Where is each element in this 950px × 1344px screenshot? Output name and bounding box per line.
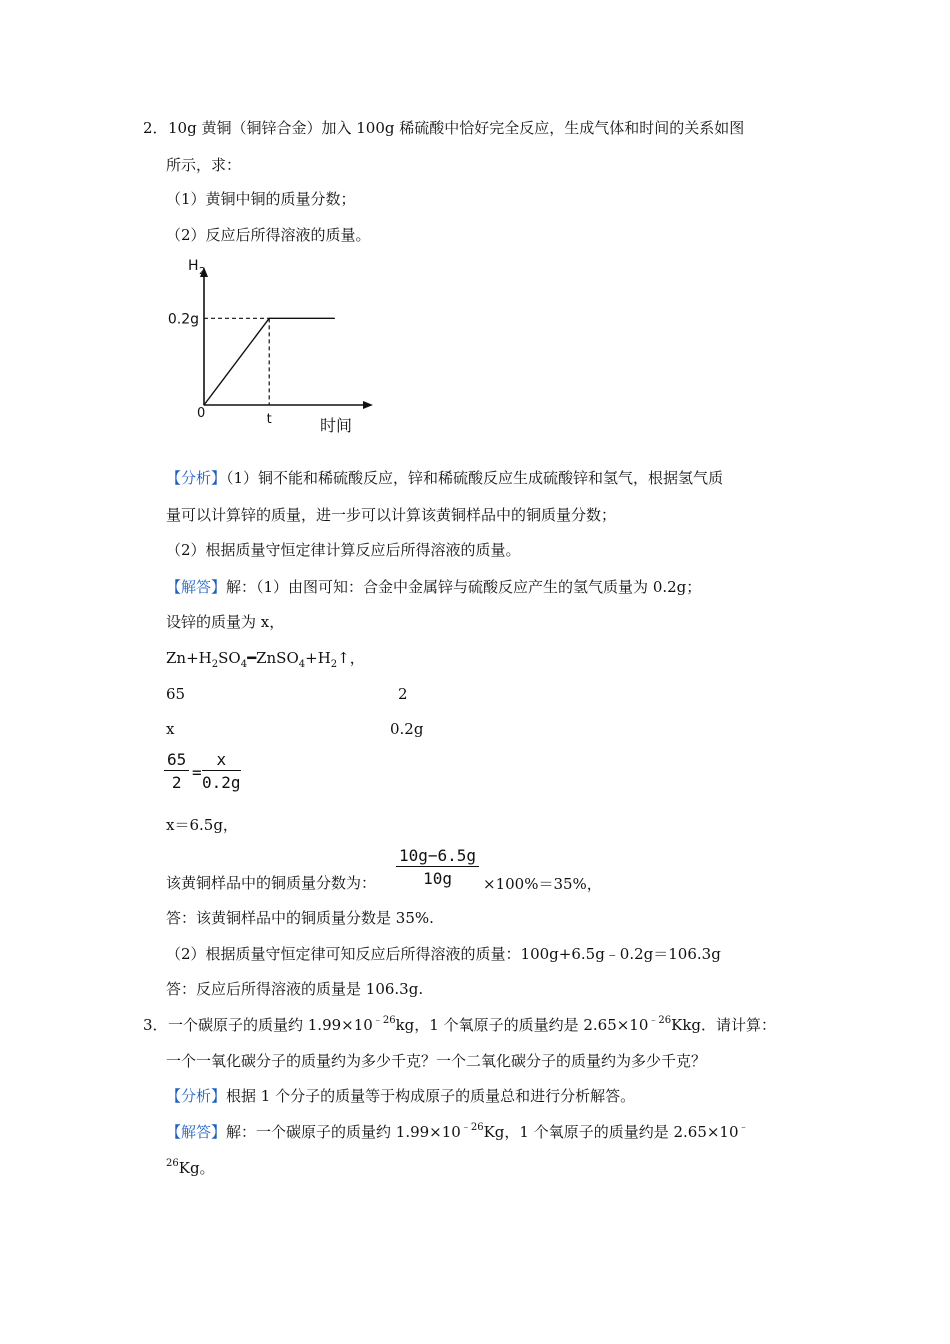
exponent: ﹣ (738, 1122, 749, 1133)
q3-number: 3． (143, 1016, 168, 1034)
exponent: 26 (166, 1158, 179, 1169)
pct-rest: ×100%＝35%， (483, 875, 602, 893)
q3-answer (166, 1122, 749, 1142)
fraction-denominator: 10g (423, 869, 452, 888)
answer-1: 答：该黄铜样品中的铜质量分数是 35%. (166, 909, 434, 927)
q2-analysis-line-3: （2）根据质量守恒定律计算反应后所得溶液的质量。 (166, 541, 521, 559)
x-result: x＝6.5g， (166, 816, 238, 834)
fraction-numerator: 65 (164, 750, 189, 771)
answer-2: 答：反应后所得溶液的质量是 106.3g. (166, 980, 424, 998)
y-axis-label-subscript: 2 (199, 266, 206, 277)
eq-part: SO (218, 649, 241, 667)
answer-tag: 【解答】 (166, 1123, 227, 1141)
eq-part: ━ZnSO (247, 649, 299, 667)
proportion-left-fraction (164, 750, 189, 792)
analysis-text: 根据 1 个分子的质量等于构成原子的质量总和进行分析解答。 (226, 1087, 636, 1105)
answer-part: 解：一个碳原子的质量约 1.99×10 (226, 1123, 461, 1141)
fraction-denominator: 2 (171, 773, 182, 792)
q3-stem-line-2: 一个一氧化碳分子的质量约为多少千克？一个二氧化碳分子的质量约为多少千克？ (166, 1052, 707, 1070)
x-axis-arrow (363, 401, 373, 409)
q3-stem (168, 1015, 776, 1035)
exponent: ﹣26 (648, 1015, 672, 1026)
fraction-denominator: 0.2g (202, 773, 241, 792)
q2-sub-question-1: （1）黄铜中铜的质量分数； (166, 190, 356, 208)
q2-analysis-line-2: 量可以计算锌的质量，进一步可以计算该黄铜样品中的铜质量分数； (166, 506, 617, 524)
ratio-row-1-right: 2 (398, 685, 408, 703)
ratio-row-2-left: x (166, 720, 175, 738)
eq-subscript: 4 (298, 659, 306, 670)
q2-stem-cont: 所示，求： (166, 156, 242, 174)
h2-time-chart (160, 250, 380, 440)
answer-part: Kg，1 个氧原子的质量约是 2.65×10 (483, 1123, 739, 1141)
ratio-row-1-left: 65 (166, 685, 186, 703)
proportion-right-fraction (202, 750, 241, 792)
fraction-numerator: 10g−6.5g (396, 846, 479, 867)
q2-sub-question-2: （2）反应后所得溶液的质量。 (166, 226, 371, 244)
q2-stem: 10g 黄铜（铜锌合金）加入 100g 稀硫酸中恰好完全反应，生成气体和时间的关系如图 (168, 119, 745, 137)
pct-fraction (396, 846, 479, 888)
pct-label: 该黄铜样品中的铜质量分数为： (166, 874, 377, 892)
exponent: ﹣26 (460, 1122, 484, 1133)
chart-axes (200, 267, 373, 409)
origin-label: 0 (197, 406, 206, 421)
q2-answer-line-2: 设锌的质量为 x， (166, 613, 285, 631)
q3-answer-cont (166, 1158, 215, 1178)
stem-part: kg，1 个氧原子的质量约是 2.65×10 (395, 1016, 649, 1034)
part-2: （2）根据质量守恒定律可知反应后所得溶液的质量：100g+6.5g﹣0.2g＝106.3g (166, 945, 721, 963)
exponent: ﹣26 (372, 1015, 396, 1026)
chemical-equation (166, 648, 365, 668)
chart-marks (203, 318, 335, 406)
eq-subscript: 4 (240, 659, 248, 670)
eq-subscript: 2 (330, 659, 338, 670)
x-tick-label: t (266, 412, 272, 427)
analysis-tag: 【分析】 (166, 1087, 227, 1105)
stem-part: Kkg．请计算： (671, 1016, 777, 1034)
analysis-text-1: （1）铜不能和稀硫酸反应，锌和稀硫酸反应生成硫酸锌和氢气，根据氢气质 (226, 469, 724, 487)
answer-text-1: 解：（1）由图可知：合金中金属锌与硫酸反应产生的氢气质量为 0.2g； (226, 578, 702, 596)
proportion-equals: = (192, 763, 202, 782)
fraction-numerator: x (202, 750, 241, 771)
eq-part: Zn+H (166, 649, 212, 667)
x-axis-label: 时间 (320, 416, 353, 435)
q2-number: 2． (143, 119, 168, 137)
eq-subscript: 2 (211, 659, 219, 670)
answer-part: Kg。 (178, 1159, 215, 1177)
stem-part: 一个碳原子的质量约 1.99×10 (168, 1016, 373, 1034)
q2-answer-line-1 (166, 577, 701, 597)
eq-part: ↑， (337, 649, 365, 667)
data-point (334, 318, 335, 319)
ratio-row-2-right: 0.2g (390, 720, 424, 738)
answer-tag: 【解答】 (166, 578, 227, 596)
y-tick-label: 0.2g (167, 311, 199, 328)
analysis-tag: 【分析】 (166, 469, 227, 487)
q3-analysis (166, 1086, 635, 1106)
eq-part: +H (305, 649, 331, 667)
chart-texts (168, 258, 352, 435)
q2-analysis-line-1 (166, 468, 723, 488)
y-axis-label: H (188, 258, 199, 274)
